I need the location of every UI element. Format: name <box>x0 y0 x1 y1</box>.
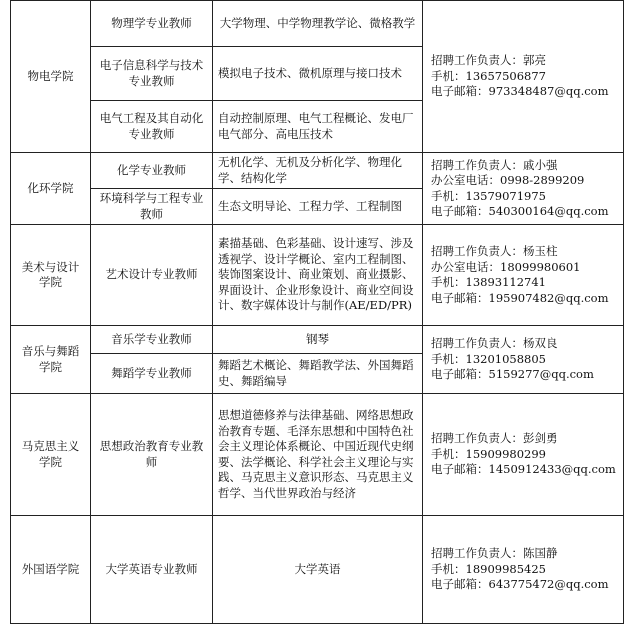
contact-office-line: 办公室电话：0998-2899209 <box>431 173 585 187</box>
contact-email: 973348487@qq.com <box>488 84 609 99</box>
contact-person: 杨玉柱 <box>523 244 558 258</box>
contact-info <box>423 394 624 516</box>
contact-office-line: 办公室电话：18099980601 <box>431 259 581 274</box>
contact-phone: 13579071975 <box>465 188 546 203</box>
contact-email: 5159277@qq.com <box>488 367 594 382</box>
contact-person: 陈国静 <box>523 546 558 561</box>
contact-email: 1450912433@qq.com <box>488 462 616 477</box>
contact-phone: 15909980299 <box>465 446 546 461</box>
contact-person-line: 招聘工作负责人：陈国静 <box>431 546 558 561</box>
contact-office: 18099980601 <box>500 259 581 274</box>
course-list: 思想道德修养与法律基础、网络思想政治教育专题、毛泽东思想和中国特色社会主义理论体系概论、中国近现代史纲要、法学概论、科学社会主义理论与实践、马克思主义意识形态、马克思主义哲学、当代世界政治与经济 <box>213 394 423 516</box>
contact-email: 643775472@qq.com <box>488 577 609 592</box>
position-title: 电气工程及其自动化专业教师 <box>91 101 213 153</box>
contact-phone-line: 手机：18909985425 <box>431 561 546 576</box>
course-list: 自动控制原理、电气工程概论、发电厂电气部分、高电压技术 <box>213 101 423 153</box>
contact-person: 郭亮 <box>523 53 546 68</box>
contact-phone-line: 手机：13201058805 <box>431 351 546 366</box>
college-name: 马克思主义学院 <box>11 394 91 516</box>
contact-phone-line: 手机：13579071975 <box>431 188 546 203</box>
college-name: 化环学院 <box>11 153 91 225</box>
contact-phone-line: 手机：13893112741 <box>431 275 546 289</box>
position-title: 化学专业教师 <box>91 153 213 189</box>
college-name: 外国语学院 <box>11 516 91 624</box>
position-title: 舞蹈学专业教师 <box>91 354 213 394</box>
position-title: 电子信息科学与技术专业教师 <box>91 47 213 101</box>
contact-phone-line: 手机：15909980299 <box>431 446 546 461</box>
contact-person-line: 招聘工作负责人：杨双良 <box>431 336 558 351</box>
contact-email-line: 电子邮箱：643775472@qq.com <box>431 577 609 592</box>
contact-office: 0998-2899209 <box>500 173 585 187</box>
position-title: 音乐学专业教师 <box>91 326 213 354</box>
recruitment-table <box>10 0 624 624</box>
course-list: 无机化学、无机及分析化学、物理化学、结构化学 <box>213 153 423 189</box>
course-list: 大学英语 <box>213 516 423 624</box>
contact-phone-line: 手机：13657506877 <box>431 68 546 83</box>
course-list: 素描基础、色彩基础、设计速写、涉及透视学、设计学概论、室内工程制图、装饰图案设计、商业策划、商业摄影、界面设计、企业形象设计、商业空间设计、数字媒体设计与制作(AE/ED/PR) <box>213 225 423 326</box>
contact-info <box>423 225 624 326</box>
table-row <box>11 225 624 326</box>
contact-info <box>423 1 624 153</box>
contact-phone: 13893112741 <box>465 275 546 289</box>
contact-info <box>423 153 624 225</box>
contact-person: 戚小强 <box>523 157 558 172</box>
course-list: 舞蹈艺术概论、舞蹈教学法、外国舞蹈史、舞蹈编导 <box>213 354 423 394</box>
position-title: 大学英语专业教师 <box>91 516 213 624</box>
contact-person: 杨双良 <box>523 336 558 351</box>
course-list: 模拟电子技术、微机原理与接口技术 <box>213 47 423 101</box>
table-row <box>11 326 624 354</box>
course-list: 大学物理、中学物理教学论、微格教学 <box>213 1 423 47</box>
contact-phone: 18909985425 <box>465 561 546 576</box>
contact-person: 彭剑勇 <box>523 431 558 446</box>
table-row <box>11 516 624 624</box>
contact-email: 195907482@qq.com <box>488 290 609 305</box>
college-name: 物电学院 <box>11 1 91 153</box>
contact-email-line: 电子邮箱：195907482@qq.com <box>431 290 609 305</box>
contact-info <box>423 516 624 624</box>
contact-email-line: 电子邮箱：5159277@qq.com <box>431 367 594 382</box>
position-title: 艺术设计专业教师 <box>91 225 213 326</box>
college-name: 美术与设计学院 <box>11 225 91 326</box>
course-list: 生态文明导论、工程力学、工程制图 <box>213 189 423 225</box>
contact-phone: 13657506877 <box>465 68 546 83</box>
position-title: 思想政治教育专业教师 <box>91 394 213 516</box>
contact-email-line: 电子邮箱：1450912433@qq.com <box>431 462 616 477</box>
contact-email: 540300164@qq.com <box>488 204 609 218</box>
contact-email-line: 电子邮箱：540300164@qq.com <box>431 204 609 218</box>
position-title: 环境科学与工程专业教师 <box>91 189 213 225</box>
college-name: 音乐与舞蹈学院 <box>11 326 91 394</box>
contact-phone: 13201058805 <box>465 351 546 366</box>
position-title: 物理学专业教师 <box>91 1 213 47</box>
contact-person-line: 招聘工作负责人：戚小强 <box>431 157 558 172</box>
contact-email-line: 电子邮箱：973348487@qq.com <box>431 84 609 99</box>
table-row <box>11 1 624 47</box>
table-row <box>11 153 624 189</box>
contact-person-line: 招聘工作负责人：杨玉柱 <box>431 244 558 258</box>
table-row <box>11 394 624 516</box>
contact-person-line: 招聘工作负责人：彭剑勇 <box>431 431 558 446</box>
course-list: 钢琴 <box>213 326 423 354</box>
contact-person-line: 招聘工作负责人：郭亮 <box>431 53 546 68</box>
contact-info <box>423 326 624 394</box>
